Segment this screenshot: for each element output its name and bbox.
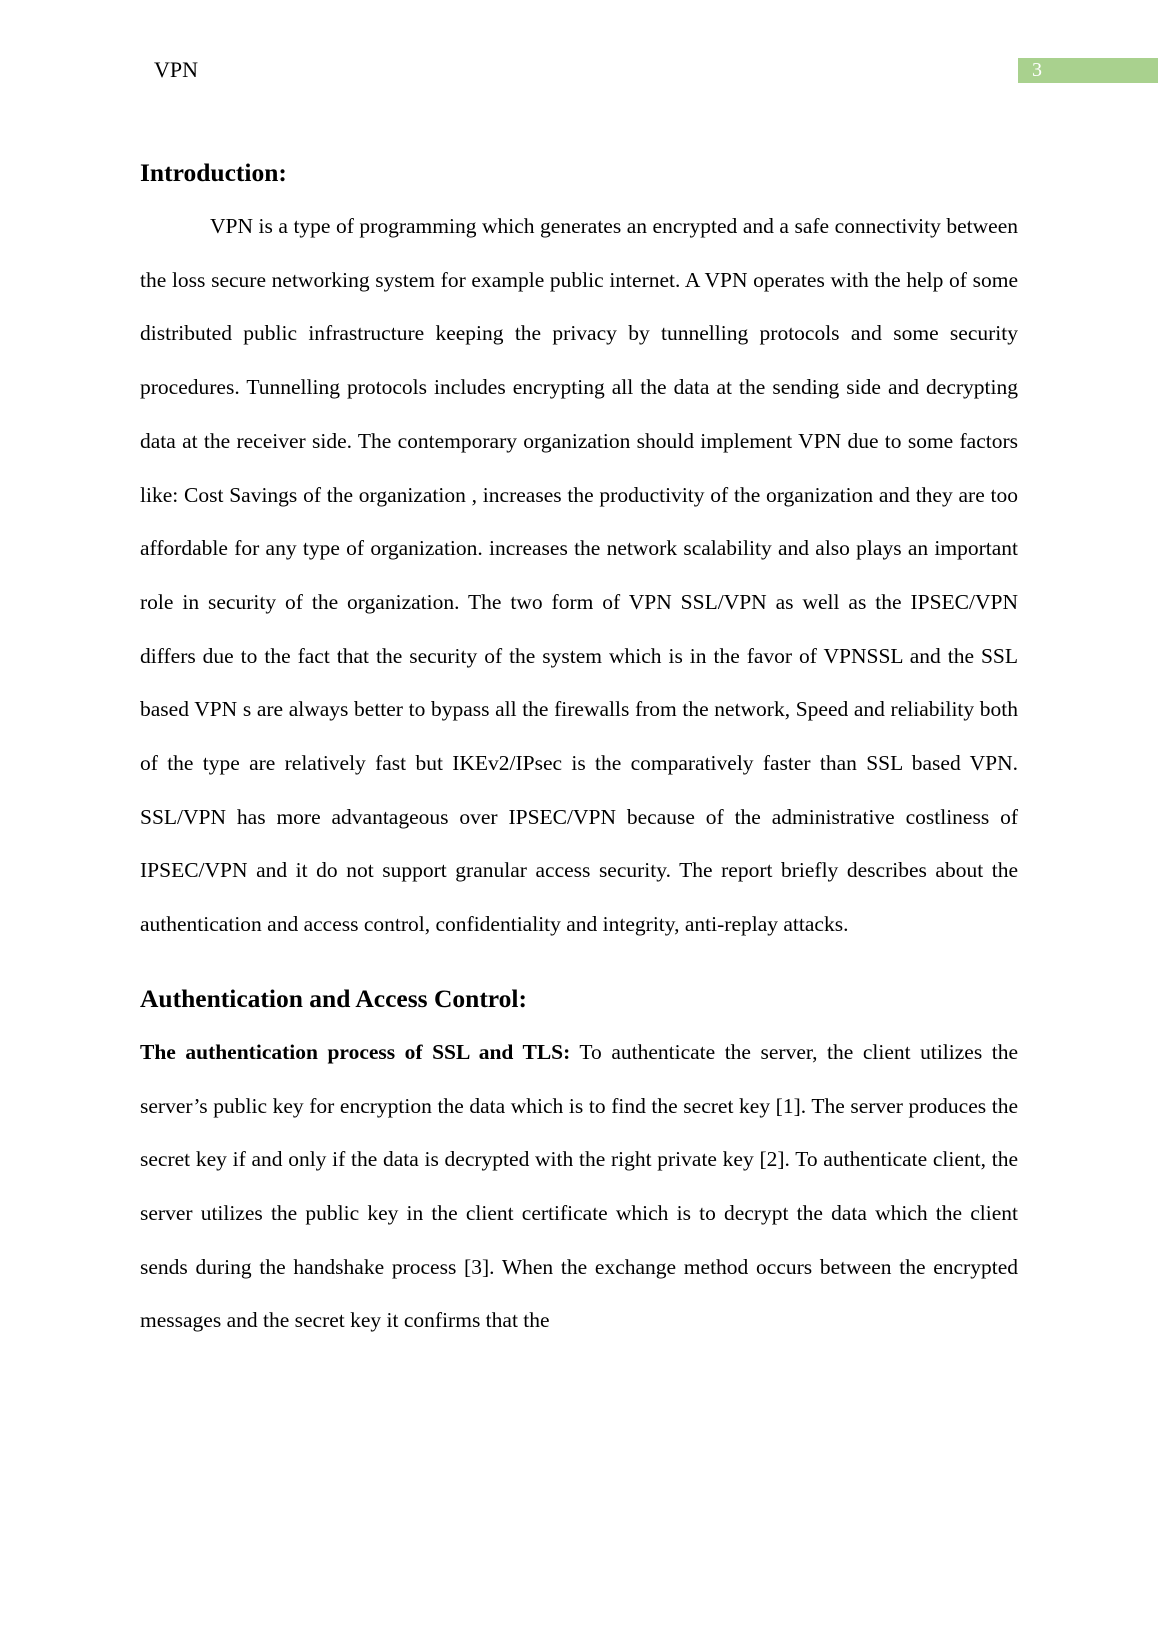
document-body xyxy=(140,158,1018,1348)
authentication-lead: The authentication process of SSL and TLS: xyxy=(140,1039,571,1064)
running-header-title: VPN xyxy=(154,57,199,82)
page-number: 3 xyxy=(1032,59,1042,81)
authentication-text: To authenticate the server, the client utilizes the server’s public key for encryption the data which is to find the secret key [1]. The server produces the secret key if and only if the data is decrypted with the right private key [2]. To authenticate client, the server utilizes the public key in the client certificate which is to decrypt the data which the client sends during the handshake process [3]. When the exchange method occurs between the encrypted messages and the secret key it confirms that the xyxy=(140,1039,1018,1333)
introduction-paragraph: VPN is a type of programming which generates an encrypted and a safe connectivity between the loss secure networking system for example public internet. A VPN operates with the help of some distributed public infrastructure keeping the privacy by tunnelling protocols and some security procedures. Tunnelling protocols includes encrypting all the data at the sending side and decrypting data at the receiver side. The contemporary organization should implement VPN due to some factors like: Cost Savings of the organization , increases the productivity of the organization and they are too affordable for any type of organization. increases the network scalability and also plays an important role in security of the organization. The two form of VPN SSL/VPN as well as the IPSEC/VPN differs due to the fact that the security of the system which is in the favor of VPNSSL and the SSL based VPN s are always better to bypass all the firewalls from the network, Speed and reliability both of the type are relatively fast but IKEv2/IPsec is the comparatively faster than SSL based VPN. SSL/VPN has more advantageous over IPSEC/VPN because of the administrative costliness of IPSEC/VPN and it do not support granular access security. The report briefly describes about the authentication and access control, confidentiality and integrity, anti-replay attacks. xyxy=(140,214,1018,937)
authentication-paragraph xyxy=(140,1026,1018,1348)
authentication-heading: Authentication and Access Control: xyxy=(140,983,527,1013)
page-number-badge xyxy=(1018,58,1158,83)
introduction-heading: Introduction: xyxy=(140,158,287,187)
